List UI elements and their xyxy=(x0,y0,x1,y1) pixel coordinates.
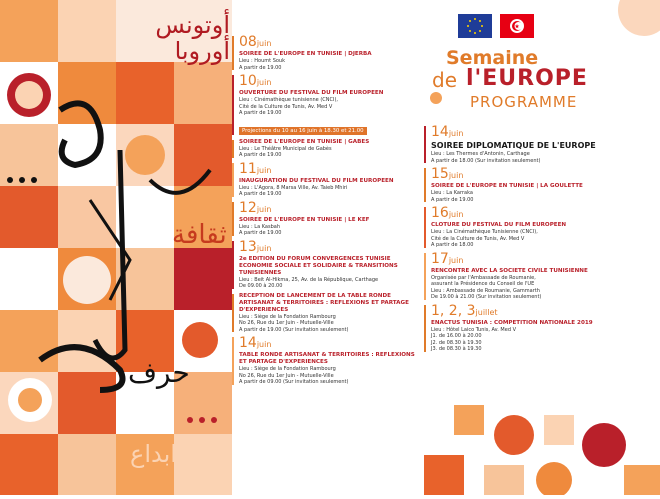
event-date xyxy=(239,240,422,256)
event-detail: Lieu : Ambassade de Roumanie, Gammarth xyxy=(431,287,540,294)
artwork-panel xyxy=(0,0,232,495)
event-detail: Lieu : Le Théâtre Municipal de Gabès xyxy=(239,145,332,152)
event-month: juin xyxy=(256,78,272,87)
event-entry xyxy=(424,206,660,249)
event-detail: J2. de 08.30 à 19.30 xyxy=(431,339,482,346)
event-entry xyxy=(232,139,422,159)
event-date xyxy=(239,35,422,51)
event-day: 15 xyxy=(431,166,449,182)
events-column-left xyxy=(232,35,422,389)
eu-flag-icon xyxy=(458,14,492,38)
event-month: juin xyxy=(256,340,272,349)
event-day: 1, 2, 3 xyxy=(431,302,476,319)
event-month: juin xyxy=(256,204,272,214)
event-detail: A partir de 19.00 xyxy=(239,191,282,197)
event-month: juin xyxy=(256,243,272,253)
arabic-title-line2: أوروبا xyxy=(174,37,230,65)
event-detail: A partir de 19.00 xyxy=(239,110,282,116)
event-entry xyxy=(232,35,422,71)
event-detail: Cité de la Culture de Tunis, Av. Med V xyxy=(239,103,333,110)
arabic-title-line1: أوتونس xyxy=(155,11,230,39)
title-semaine: Semaine xyxy=(446,47,539,69)
event-detail: No 26, Rue du 1er Juin - Mutuelle-Ville xyxy=(239,372,334,379)
event-date xyxy=(239,162,422,178)
event-detail: J1. de 16.00 à 20.00 xyxy=(431,333,482,339)
event-day: 10 xyxy=(239,73,257,89)
event-month: juin xyxy=(256,39,272,48)
arabic-word-creativity: ابداع xyxy=(130,440,177,468)
event-title: CLOTURE DU FESTIVAL DU FILM EUROPEEN xyxy=(431,222,567,228)
event-detail: De 09.00 à 20.00 xyxy=(239,283,283,289)
event-bar xyxy=(232,75,234,135)
event-bar xyxy=(232,140,234,158)
event-title: RENCONTRE AVEC LA SOCIETE CIVILE TUNISIENNE xyxy=(431,267,588,274)
event-bar xyxy=(424,168,426,202)
projection-banner: Projections du 10 au 16 juin à 18.30 et 21.00 xyxy=(239,127,367,135)
event-detail: De 19.00 à 21.00 (Sur invitation seulement) xyxy=(431,294,542,300)
event-month: juin xyxy=(448,171,464,180)
event-date xyxy=(431,252,660,268)
event-detail: Lieu : Siège de la Fondation Rambourg xyxy=(239,313,336,320)
event-month: juin xyxy=(448,255,464,265)
event-detail: A partir de 19.00 xyxy=(239,230,282,236)
event-detail: A partir de 18.00 xyxy=(431,242,474,248)
event-entry xyxy=(232,293,422,334)
event-entry xyxy=(424,252,660,301)
event-day: 14 xyxy=(239,335,257,351)
event-bar xyxy=(424,253,426,300)
event-entry xyxy=(232,162,422,198)
arabic-word-craft: حرف xyxy=(128,356,190,389)
event-date xyxy=(431,167,660,183)
event-day: 08 xyxy=(239,34,257,50)
event-detail: Lieu : Cinémathèque tunisienne (CNCI), xyxy=(239,97,339,103)
event-detail: Lieu : Beit Al-Hikma, 25, Av. de la République, Carthage xyxy=(239,276,379,283)
event-detail: Lieu : La Kasbah xyxy=(239,223,280,230)
event-detail: Lieu : Les Thermes d'Antonin, Carthage xyxy=(431,151,530,157)
event-title: SOIREE DIPLOMATIQUE DE L'EUROPE xyxy=(431,141,596,150)
event-title: RECEPTION DE LANCEMENT DE LA TABLE RONDE ARTISANAT & TERRITOIRES : REFLEXIONS ET PARTAGE D'EXPERIENCES xyxy=(239,292,409,313)
event-title: OUVERTURE DU FESTIVAL DU FILM EUROPEEN xyxy=(239,90,384,96)
title-europe: l'EUROPE xyxy=(466,66,588,91)
event-entry xyxy=(232,201,422,237)
event-month: juin xyxy=(256,165,272,175)
event-day: 13 xyxy=(239,238,257,255)
event-title: INAUGURATION DU FESTIVAL DU FILM EUROPEEN xyxy=(239,177,394,184)
event-detail: Lieu : Siège de la Fondation Rambourg xyxy=(239,366,336,372)
event-detail: A partir de 19.00 xyxy=(431,196,474,203)
event-date xyxy=(431,304,660,320)
event-day: 16 xyxy=(431,205,449,221)
event-bar xyxy=(232,202,234,236)
event-title: SOIREE DE L'EUROPE EN TUNISIE | DJERBA xyxy=(239,51,372,57)
event-title: 2e EDITION DU FORUM CONVERGENCES TUNISIE ECONOMIE SOCIALE ET SOLIDAIRE & TRANSITIONS TUNISIENNES xyxy=(239,255,398,276)
event-entry xyxy=(424,167,660,203)
event-bar xyxy=(424,126,426,163)
event-detail: A partir de 09.00 (Sur invitation seulement) xyxy=(239,379,349,385)
title-de: de xyxy=(432,68,457,92)
event-entry xyxy=(232,336,422,386)
event-detail: Lieu : L'Agora, 8 Marsa Ville, Av. Taieb Mhiri xyxy=(239,184,348,191)
event-detail: Organisée par l'Ambassade de Roumanie, xyxy=(431,274,536,281)
event-bar xyxy=(424,305,426,352)
event-detail: Lieu : La Cinémathèque Tunisienne (CNCI), xyxy=(431,229,538,235)
event-day: 17 xyxy=(431,250,449,267)
arabic-word-culture: ثقافة xyxy=(172,220,227,250)
event-entry xyxy=(424,304,660,353)
event-detail: Lieu : Houmt Souk xyxy=(239,58,285,64)
event-title: TABLE RONDE ARTISANAT & TERRITOIRES : REFLEXIONS ET PARTAGE D'EXPERIENCES xyxy=(239,352,415,365)
event-bar xyxy=(232,36,234,70)
events-column-right xyxy=(424,125,660,356)
event-detail: Lieu : La Karraka xyxy=(431,190,473,196)
event-bar xyxy=(232,241,234,289)
event-detail: A partir de 19.00 (Sur invitation seulement) xyxy=(239,326,349,333)
bottom-decoration xyxy=(424,405,660,495)
event-title: SOIREE DE L'EUROPE EN TUNISIE | GABES xyxy=(239,138,370,145)
event-detail: A partir de 19.00 xyxy=(239,152,282,158)
event-detail: A partir de 19.00 xyxy=(239,64,282,71)
event-title: SOIREE DE L'EUROPE EN TUNISIE | LA GOULETTE xyxy=(431,183,583,189)
event-date xyxy=(431,125,660,141)
event-day: 14 xyxy=(431,124,449,140)
tunisia-flag-icon xyxy=(500,14,534,38)
event-title: ENACTUS TUNISIA : COMPETITION NATIONALE 2019 xyxy=(431,319,593,326)
arabic-title xyxy=(120,12,230,64)
event-entry xyxy=(232,74,422,136)
event-detail: Lieu : Hôtel Laico Tunis, Av. Med V xyxy=(431,326,517,333)
event-bar xyxy=(232,163,234,197)
event-bar xyxy=(424,207,426,248)
event-detail: assurant la Présidence du Conseil de l'UE xyxy=(431,281,535,287)
event-day: 12 xyxy=(239,199,257,216)
event-month: juillet xyxy=(475,307,498,317)
event-date xyxy=(239,336,422,352)
event-date xyxy=(239,201,422,217)
event-date xyxy=(239,74,422,90)
event-bar xyxy=(232,294,234,333)
title-programme: PROGRAMME xyxy=(470,93,578,111)
event-detail: A partir de 18.00 (Sur invitation seulement) xyxy=(431,157,541,164)
event-detail: No 26, Rue du 1er Juin - Mutuelle-Ville xyxy=(239,320,334,326)
event-month: juin xyxy=(448,129,464,138)
event-entry xyxy=(232,240,422,290)
event-detail: Cité de la Culture de Tunis, Av. Med V xyxy=(431,235,525,242)
event-day: 11 xyxy=(239,160,257,177)
event-month: juin xyxy=(448,210,464,219)
event-detail: J3. de 08.30 à 19.30 xyxy=(431,346,482,352)
event-entry xyxy=(424,125,660,164)
event-date xyxy=(431,206,660,222)
event-title: SOIREE DE L'EUROPE EN TUNISIE | LE KEF xyxy=(239,216,370,223)
event-bar xyxy=(232,337,234,385)
